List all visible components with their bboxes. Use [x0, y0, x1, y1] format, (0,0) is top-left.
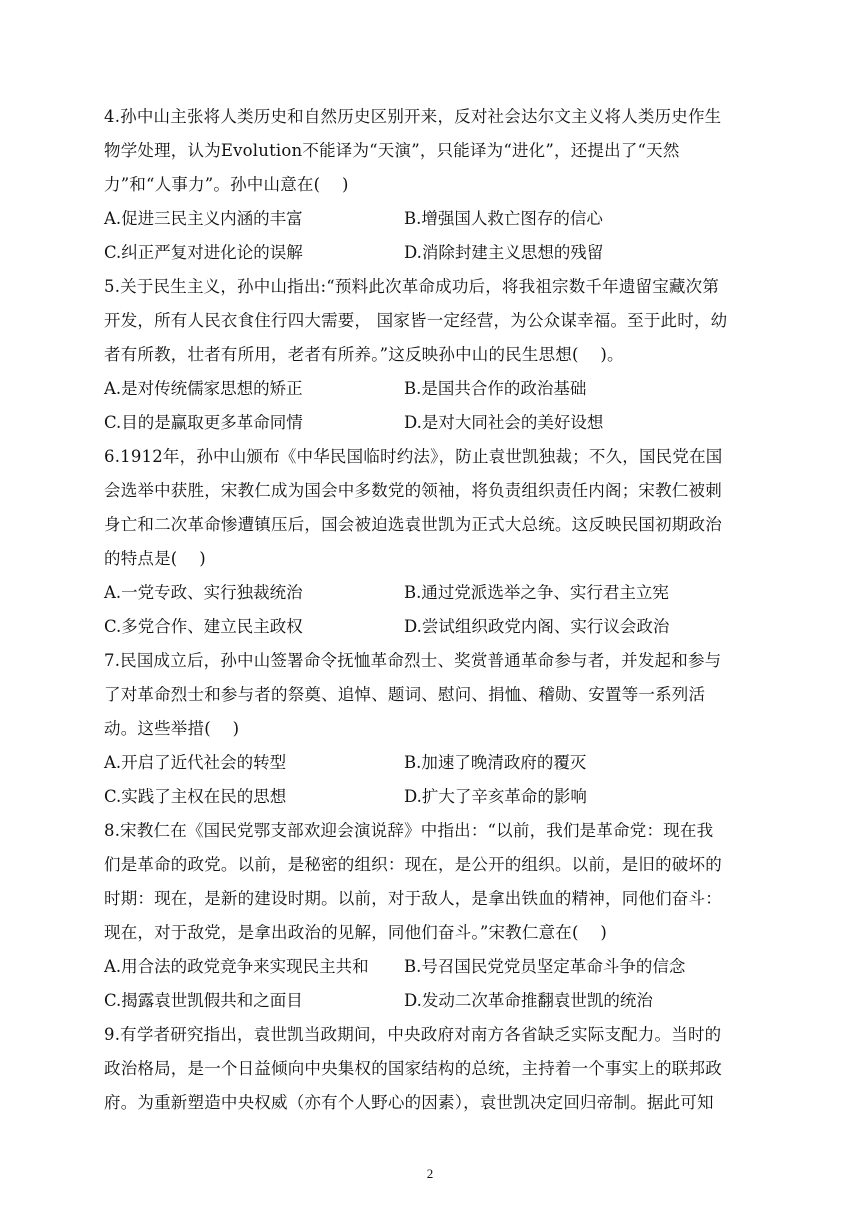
question-text-line: 的特点是( )	[104, 549, 206, 568]
question-text-line: 政治格局，是一个日益倾向中央集权的国家结构的总统，主持着一个事实上的联邦政	[104, 1059, 722, 1078]
question-text-line: 了对革命烈士和参与者的祭奠、追悼、题词、慰问、捐恤、稽勋、安置等一系列活	[104, 685, 706, 704]
option-d: D.扩大了辛亥革命的影响	[404, 787, 587, 806]
option-b: B.增强国人救亡图存的信心	[404, 209, 603, 228]
option-a: A.促进三民主义内涵的丰富	[104, 209, 303, 228]
option-d: D.尝试组织政党内阁、实行议会政治	[404, 617, 670, 636]
question-text-line: 物学处理，认为Evolution不能译为“天演”，只能译为“进化”，还提出了“天然	[104, 141, 680, 160]
option-d: D.消除封建主义思想的残留	[404, 243, 604, 262]
question-4	[104, 100, 784, 270]
question-text-line: 8.宋教仁在《国民党鄂支部欢迎会演说辞》中指出：“以前，我们是革命党：现在我	[104, 821, 714, 840]
option-a: A.一党专政、实行独裁统治	[104, 583, 303, 602]
option-row	[104, 236, 784, 270]
question-text-line: 开发，所有人民衣食住行四大需要， 国家皆一定经营，为公众谋幸福。至于此时，幼	[104, 311, 728, 330]
option-c: C.揭露袁世凯假共和之面目	[104, 991, 303, 1010]
question-text-line: 动。这些举措( )	[104, 719, 240, 738]
option-row	[104, 202, 784, 236]
option-b: B.是国共合作的政治基础	[404, 379, 587, 398]
question-text-line: 6.1912年，孙中山颁布《中华民国临时约法》，防止袁世凯独裁；不久，国民党在国	[104, 447, 723, 466]
question-text-line: 府。为重新塑造中央权威（亦有个人野心的因素），袁世凯决定回归帝制。据此可知	[104, 1093, 714, 1112]
option-row	[104, 372, 784, 406]
question-text-line: 4.孙中山主张将人类历史和自然历史区别开来，反对社会达尔文主义将人类历史作生	[104, 107, 722, 126]
option-c: C.实践了主权在民的思想	[104, 787, 287, 806]
option-b: B.号召国民党党员坚定革命斗争的信念	[404, 957, 686, 976]
question-8	[104, 814, 784, 1018]
question-text-line: 时期：现在，是新的建设时期。以前，对于敌人，是拿出铁血的精神，同他们奋斗：	[104, 889, 722, 908]
question-text-line: 们是革命的政党。以前，是秘密的组织：现在，是公开的组织。以前，是旧的破坏的	[104, 855, 722, 874]
option-row	[104, 406, 784, 440]
question-text-line: 7.民国成立后，孙中山签署命令抚恤革命烈士、奖赏普通革命参与者，并发起和参与	[104, 651, 722, 670]
option-b: B.通过党派选举之争、实行君主立宪	[404, 583, 669, 602]
question-list	[104, 100, 784, 1120]
option-row	[104, 984, 784, 1018]
option-c: C.目的是赢取更多革命同情	[104, 413, 303, 432]
option-b: B.加速了晚清政府的覆灭	[404, 753, 587, 772]
question-text-line: 会选举中获胜，宋教仁成为国会中多数党的领袖，将负责组织责任内阁；宋教仁被刺	[104, 481, 722, 500]
question-6	[104, 440, 784, 644]
option-row	[104, 950, 784, 984]
option-a: A.是对传统儒家思想的矫正	[104, 379, 303, 398]
option-row	[104, 576, 784, 610]
option-a: A.开启了近代社会的转型	[104, 753, 287, 772]
option-row	[104, 610, 784, 644]
option-c: C.多党合作、建立民主政权	[104, 617, 303, 636]
question-text-line: 5.关于民生主义，孙中山指出:“预料此次革命成功后，将我祖宗数千年遗留宝藏次第	[104, 277, 720, 296]
question-7	[104, 644, 784, 814]
question-text-line: 力”和“人事力”。孙中山意在( )	[104, 175, 349, 194]
question-5	[104, 270, 784, 440]
option-row	[104, 780, 784, 814]
option-d: D.发动二次革命推翻袁世凯的统治	[404, 991, 653, 1010]
question-text-line: 身亡和二次革命惨遭镇压后，国会被迫选袁世凯为正式大总统。这反映民国初期政治	[104, 515, 722, 534]
option-a: A.用合法的政党竞争来实现民主共和	[104, 957, 369, 976]
option-c: C.纠正严复对进化论的误解	[104, 243, 303, 262]
page-number: 2	[426, 1166, 434, 1181]
question-text-line: 现在，对于敌党，是拿出政治的见解，同他们奋斗。”宋教仁意在( )	[104, 923, 608, 942]
question-9	[104, 1018, 784, 1120]
question-text-line: 9.有学者研究指出，袁世凯当政期间，中央政府对南方各省缺乏实际支配力。当时的	[104, 1025, 722, 1044]
question-text-line: 者有所教，壮者有所用，老者有所养。”这反映孙中山的民生思想( )。	[104, 345, 624, 364]
option-row	[104, 746, 784, 780]
option-d: D.是对大同社会的美好设想	[404, 413, 604, 432]
